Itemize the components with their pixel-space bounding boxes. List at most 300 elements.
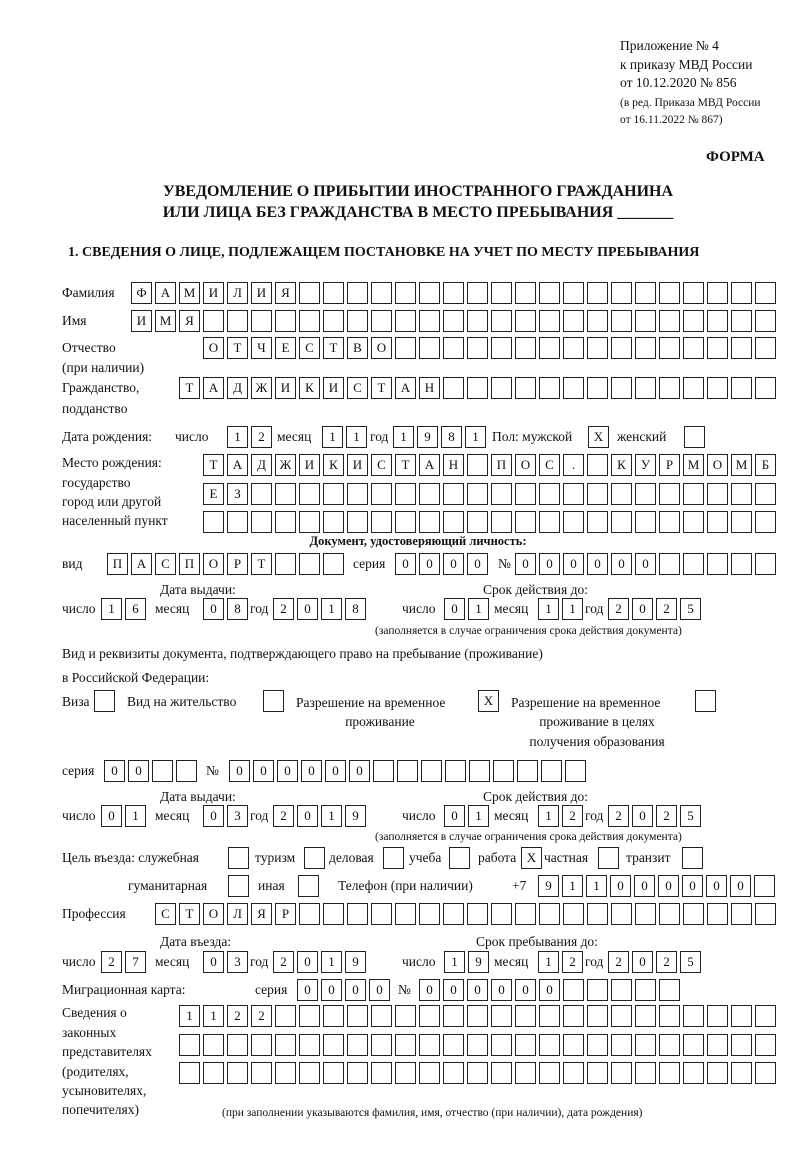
char-cell[interactable]: 0 [321, 979, 342, 1001]
char-cell[interactable] [659, 511, 680, 533]
char-cell[interactable]: 1 [346, 426, 367, 448]
char-cell[interactable]: 1 [393, 426, 414, 448]
char-cell[interactable] [659, 282, 680, 304]
char-cell[interactable] [587, 1005, 608, 1027]
checkbox-cell[interactable] [228, 847, 249, 869]
checkbox-cell[interactable] [598, 847, 619, 869]
char-cell[interactable] [611, 483, 632, 505]
char-cell[interactable] [371, 483, 392, 505]
char-cell[interactable]: 1 [322, 426, 343, 448]
char-cell[interactable] [347, 310, 368, 332]
char-cell[interactable] [563, 377, 584, 399]
char-cell[interactable] [467, 310, 488, 332]
char-cell[interactable] [563, 979, 584, 1001]
char-cell[interactable] [491, 282, 512, 304]
char-cell[interactable]: О [203, 337, 224, 359]
char-cell[interactable]: И [251, 282, 272, 304]
char-cell[interactable]: 0 [325, 760, 346, 782]
char-cell[interactable] [467, 282, 488, 304]
char-cell[interactable]: 0 [491, 979, 512, 1001]
char-cell[interactable] [515, 903, 536, 925]
char-cell[interactable] [611, 903, 632, 925]
char-cell[interactable] [541, 760, 562, 782]
char-cell[interactable] [347, 282, 368, 304]
char-cell[interactable] [707, 553, 728, 575]
char-cell[interactable]: В [347, 337, 368, 359]
char-cell[interactable] [491, 903, 512, 925]
char-cell[interactable] [755, 377, 776, 399]
char-cell[interactable]: 0 [101, 805, 122, 827]
char-cell[interactable]: 3 [227, 951, 248, 973]
char-cell[interactable] [707, 337, 728, 359]
char-cell[interactable]: 2 [273, 951, 294, 973]
char-cell[interactable] [731, 1034, 752, 1056]
char-cell[interactable] [587, 337, 608, 359]
char-cell[interactable]: 0 [297, 805, 318, 827]
char-cell[interactable]: 8 [227, 598, 248, 620]
char-cell[interactable] [539, 1062, 560, 1084]
char-cell[interactable] [203, 511, 224, 533]
char-cell[interactable] [491, 1062, 512, 1084]
char-cell[interactable] [515, 1034, 536, 1056]
char-cell[interactable] [707, 282, 728, 304]
char-cell[interactable] [539, 483, 560, 505]
char-cell[interactable] [635, 310, 656, 332]
checkbox-cell[interactable] [684, 426, 705, 448]
char-cell[interactable]: 0 [658, 875, 679, 897]
char-cell[interactable]: О [515, 454, 536, 476]
char-cell[interactable] [659, 337, 680, 359]
char-cell[interactable] [635, 282, 656, 304]
char-cell[interactable]: 0 [443, 979, 464, 1001]
char-cell[interactable] [275, 1034, 296, 1056]
char-cell[interactable]: Я [251, 903, 272, 925]
char-cell[interactable]: Н [443, 454, 464, 476]
char-cell[interactable]: 2 [562, 805, 583, 827]
char-cell[interactable]: Т [251, 553, 272, 575]
char-cell[interactable]: А [395, 377, 416, 399]
char-cell[interactable]: Д [227, 377, 248, 399]
char-cell[interactable] [635, 483, 656, 505]
char-cell[interactable] [299, 511, 320, 533]
char-cell[interactable]: Ф [131, 282, 152, 304]
char-cell[interactable]: С [155, 903, 176, 925]
char-cell[interactable]: А [155, 282, 176, 304]
char-cell[interactable] [515, 310, 536, 332]
char-cell[interactable] [419, 310, 440, 332]
char-cell[interactable] [731, 483, 752, 505]
checkbox-cell[interactable] [383, 847, 404, 869]
char-cell[interactable]: . [563, 454, 584, 476]
char-cell[interactable]: 1 [468, 598, 489, 620]
char-cell[interactable] [707, 511, 728, 533]
char-cell[interactable] [347, 903, 368, 925]
char-cell[interactable] [707, 483, 728, 505]
char-cell[interactable] [347, 1062, 368, 1084]
char-cell[interactable] [152, 760, 173, 782]
char-cell[interactable] [203, 1062, 224, 1084]
char-cell[interactable] [587, 310, 608, 332]
char-cell[interactable]: 0 [706, 875, 727, 897]
char-cell[interactable]: П [491, 454, 512, 476]
char-cell[interactable] [515, 337, 536, 359]
char-cell[interactable] [395, 282, 416, 304]
char-cell[interactable]: А [203, 377, 224, 399]
char-cell[interactable] [467, 377, 488, 399]
char-cell[interactable] [179, 1062, 200, 1084]
char-cell[interactable] [755, 553, 776, 575]
char-cell[interactable]: 0 [611, 553, 632, 575]
char-cell[interactable]: 9 [538, 875, 559, 897]
char-cell[interactable]: 2 [608, 951, 629, 973]
char-cell[interactable]: 0 [443, 553, 464, 575]
char-cell[interactable] [299, 1005, 320, 1027]
char-cell[interactable] [491, 1005, 512, 1027]
char-cell[interactable]: 0 [419, 553, 440, 575]
char-cell[interactable]: 9 [345, 805, 366, 827]
char-cell[interactable] [707, 1062, 728, 1084]
char-cell[interactable]: И [323, 377, 344, 399]
char-cell[interactable]: С [155, 553, 176, 575]
char-cell[interactable] [563, 903, 584, 925]
char-cell[interactable] [563, 282, 584, 304]
char-cell[interactable]: О [707, 454, 728, 476]
char-cell[interactable]: 2 [562, 951, 583, 973]
char-cell[interactable] [611, 377, 632, 399]
char-cell[interactable]: С [539, 454, 560, 476]
char-cell[interactable]: О [203, 903, 224, 925]
char-cell[interactable]: 2 [251, 426, 272, 448]
char-cell[interactable]: 1 [203, 1005, 224, 1027]
char-cell[interactable] [587, 1062, 608, 1084]
char-cell[interactable]: 0 [369, 979, 390, 1001]
char-cell[interactable]: К [323, 454, 344, 476]
char-cell[interactable] [731, 377, 752, 399]
char-cell[interactable]: Т [179, 903, 200, 925]
char-cell[interactable]: 1 [444, 951, 465, 973]
char-cell[interactable]: 8 [441, 426, 462, 448]
char-cell[interactable] [275, 511, 296, 533]
char-cell[interactable]: 2 [251, 1005, 272, 1027]
char-cell[interactable]: 0 [682, 875, 703, 897]
char-cell[interactable] [563, 310, 584, 332]
char-cell[interactable] [251, 511, 272, 533]
char-cell[interactable]: Д [251, 454, 272, 476]
char-cell[interactable] [707, 1005, 728, 1027]
char-cell[interactable]: С [347, 377, 368, 399]
char-cell[interactable] [587, 483, 608, 505]
char-cell[interactable] [203, 1034, 224, 1056]
char-cell[interactable] [227, 511, 248, 533]
char-cell[interactable] [491, 1034, 512, 1056]
char-cell[interactable] [227, 1062, 248, 1084]
char-cell[interactable]: 2 [101, 951, 122, 973]
char-cell[interactable] [563, 1062, 584, 1084]
char-cell[interactable] [611, 282, 632, 304]
char-cell[interactable] [419, 1034, 440, 1056]
char-cell[interactable]: 0 [467, 979, 488, 1001]
checkbox-cell[interactable]: X [521, 847, 542, 869]
char-cell[interactable]: Б [755, 454, 776, 476]
char-cell[interactable]: 0 [297, 951, 318, 973]
char-cell[interactable] [683, 511, 704, 533]
char-cell[interactable] [755, 1034, 776, 1056]
char-cell[interactable]: 0 [515, 979, 536, 1001]
char-cell[interactable] [611, 310, 632, 332]
char-cell[interactable]: Ж [275, 454, 296, 476]
char-cell[interactable] [467, 903, 488, 925]
char-cell[interactable] [635, 511, 656, 533]
char-cell[interactable] [539, 337, 560, 359]
char-cell[interactable] [755, 1062, 776, 1084]
char-cell[interactable] [275, 1005, 296, 1027]
char-cell[interactable] [491, 310, 512, 332]
char-cell[interactable] [323, 511, 344, 533]
char-cell[interactable] [565, 760, 586, 782]
char-cell[interactable] [371, 1005, 392, 1027]
char-cell[interactable]: 1 [101, 598, 122, 620]
char-cell[interactable] [395, 1005, 416, 1027]
char-cell[interactable] [323, 1034, 344, 1056]
char-cell[interactable] [347, 483, 368, 505]
char-cell[interactable]: И [131, 310, 152, 332]
char-cell[interactable] [443, 1062, 464, 1084]
char-cell[interactable] [443, 1034, 464, 1056]
char-cell[interactable] [299, 903, 320, 925]
char-cell[interactable] [467, 1062, 488, 1084]
char-cell[interactable]: Л [227, 282, 248, 304]
char-cell[interactable] [467, 483, 488, 505]
char-cell[interactable] [515, 511, 536, 533]
char-cell[interactable] [371, 1034, 392, 1056]
char-cell[interactable] [659, 310, 680, 332]
char-cell[interactable] [587, 903, 608, 925]
char-cell[interactable] [203, 310, 224, 332]
char-cell[interactable]: О [203, 553, 224, 575]
char-cell[interactable] [395, 1062, 416, 1084]
char-cell[interactable] [371, 511, 392, 533]
char-cell[interactable]: А [419, 454, 440, 476]
char-cell[interactable] [443, 377, 464, 399]
char-cell[interactable]: 1 [586, 875, 607, 897]
char-cell[interactable] [443, 337, 464, 359]
char-cell[interactable]: 0 [730, 875, 751, 897]
char-cell[interactable] [347, 1005, 368, 1027]
char-cell[interactable]: С [371, 454, 392, 476]
char-cell[interactable] [635, 377, 656, 399]
char-cell[interactable]: М [179, 282, 200, 304]
char-cell[interactable] [683, 1034, 704, 1056]
char-cell[interactable] [227, 1034, 248, 1056]
char-cell[interactable] [419, 1005, 440, 1027]
char-cell[interactable] [539, 1005, 560, 1027]
char-cell[interactable]: 1 [538, 598, 559, 620]
char-cell[interactable]: Н [419, 377, 440, 399]
char-cell[interactable]: 1 [227, 426, 248, 448]
char-cell[interactable]: Т [395, 454, 416, 476]
char-cell[interactable] [635, 1005, 656, 1027]
char-cell[interactable] [251, 1062, 272, 1084]
char-cell[interactable] [467, 1005, 488, 1027]
char-cell[interactable] [587, 1034, 608, 1056]
char-cell[interactable]: Е [203, 483, 224, 505]
checkbox-cell[interactable]: X [478, 690, 499, 712]
char-cell[interactable]: П [179, 553, 200, 575]
char-cell[interactable]: 2 [227, 1005, 248, 1027]
char-cell[interactable]: Я [275, 282, 296, 304]
char-cell[interactable]: 0 [345, 979, 366, 1001]
char-cell[interactable]: 0 [395, 553, 416, 575]
char-cell[interactable] [539, 903, 560, 925]
char-cell[interactable] [731, 310, 752, 332]
char-cell[interactable]: 1 [562, 875, 583, 897]
char-cell[interactable] [275, 553, 296, 575]
char-cell[interactable] [635, 1034, 656, 1056]
char-cell[interactable] [467, 454, 488, 476]
char-cell[interactable] [347, 1034, 368, 1056]
char-cell[interactable] [515, 483, 536, 505]
char-cell[interactable]: 0 [203, 805, 224, 827]
char-cell[interactable]: 0 [277, 760, 298, 782]
char-cell[interactable] [539, 310, 560, 332]
char-cell[interactable]: 1 [321, 951, 342, 973]
char-cell[interactable] [563, 337, 584, 359]
char-cell[interactable] [755, 337, 776, 359]
char-cell[interactable] [659, 483, 680, 505]
char-cell[interactable] [635, 337, 656, 359]
char-cell[interactable]: Я [179, 310, 200, 332]
char-cell[interactable] [491, 377, 512, 399]
char-cell[interactable] [395, 337, 416, 359]
char-cell[interactable] [515, 377, 536, 399]
char-cell[interactable] [443, 511, 464, 533]
char-cell[interactable]: Ж [251, 377, 272, 399]
char-cell[interactable]: 0 [635, 553, 656, 575]
checkbox-cell[interactable] [682, 847, 703, 869]
char-cell[interactable]: 0 [539, 553, 560, 575]
char-cell[interactable] [563, 1005, 584, 1027]
char-cell[interactable] [299, 553, 320, 575]
char-cell[interactable]: А [131, 553, 152, 575]
char-cell[interactable]: К [299, 377, 320, 399]
char-cell[interactable] [683, 1005, 704, 1027]
char-cell[interactable] [371, 903, 392, 925]
char-cell[interactable] [227, 310, 248, 332]
char-cell[interactable] [683, 282, 704, 304]
char-cell[interactable] [659, 1062, 680, 1084]
char-cell[interactable] [323, 483, 344, 505]
char-cell[interactable] [731, 1005, 752, 1027]
char-cell[interactable]: Т [203, 454, 224, 476]
char-cell[interactable]: П [107, 553, 128, 575]
checkbox-cell[interactable] [228, 875, 249, 897]
char-cell[interactable]: 1 [538, 951, 559, 973]
char-cell[interactable]: М [731, 454, 752, 476]
char-cell[interactable]: 0 [229, 760, 250, 782]
char-cell[interactable] [419, 282, 440, 304]
char-cell[interactable] [445, 760, 466, 782]
char-cell[interactable] [397, 760, 418, 782]
char-cell[interactable]: 5 [680, 805, 701, 827]
char-cell[interactable] [443, 483, 464, 505]
char-cell[interactable] [515, 1062, 536, 1084]
char-cell[interactable] [707, 310, 728, 332]
char-cell[interactable] [707, 903, 728, 925]
char-cell[interactable]: 0 [297, 979, 318, 1001]
char-cell[interactable] [275, 1062, 296, 1084]
char-cell[interactable] [467, 337, 488, 359]
char-cell[interactable] [493, 760, 514, 782]
char-cell[interactable]: 0 [634, 875, 655, 897]
char-cell[interactable] [275, 483, 296, 505]
char-cell[interactable]: 0 [467, 553, 488, 575]
char-cell[interactable]: У [635, 454, 656, 476]
char-cell[interactable]: 0 [253, 760, 274, 782]
char-cell[interactable]: 2 [656, 598, 677, 620]
char-cell[interactable] [469, 760, 490, 782]
char-cell[interactable] [323, 282, 344, 304]
char-cell[interactable]: 1 [321, 598, 342, 620]
char-cell[interactable] [467, 1034, 488, 1056]
char-cell[interactable]: 0 [349, 760, 370, 782]
char-cell[interactable] [539, 282, 560, 304]
char-cell[interactable]: Т [227, 337, 248, 359]
char-cell[interactable]: 0 [419, 979, 440, 1001]
char-cell[interactable] [659, 903, 680, 925]
char-cell[interactable] [587, 454, 608, 476]
char-cell[interactable] [611, 1005, 632, 1027]
char-cell[interactable] [299, 1034, 320, 1056]
char-cell[interactable] [419, 483, 440, 505]
char-cell[interactable] [251, 483, 272, 505]
char-cell[interactable]: 0 [632, 598, 653, 620]
checkbox-cell[interactable]: X [588, 426, 609, 448]
char-cell[interactable] [467, 511, 488, 533]
char-cell[interactable]: И [347, 454, 368, 476]
char-cell[interactable]: Р [227, 553, 248, 575]
char-cell[interactable] [563, 511, 584, 533]
char-cell[interactable] [683, 903, 704, 925]
char-cell[interactable] [755, 511, 776, 533]
char-cell[interactable]: И [299, 454, 320, 476]
char-cell[interactable]: 0 [563, 553, 584, 575]
char-cell[interactable] [659, 979, 680, 1001]
char-cell[interactable]: О [371, 337, 392, 359]
char-cell[interactable]: 1 [538, 805, 559, 827]
char-cell[interactable] [659, 1034, 680, 1056]
char-cell[interactable] [395, 310, 416, 332]
char-cell[interactable]: 0 [444, 598, 465, 620]
char-cell[interactable]: 0 [632, 951, 653, 973]
char-cell[interactable] [731, 337, 752, 359]
char-cell[interactable]: 9 [468, 951, 489, 973]
char-cell[interactable]: Т [323, 337, 344, 359]
char-cell[interactable] [659, 1005, 680, 1027]
char-cell[interactable]: И [203, 282, 224, 304]
char-cell[interactable] [683, 1062, 704, 1084]
char-cell[interactable] [611, 979, 632, 1001]
char-cell[interactable]: К [611, 454, 632, 476]
char-cell[interactable] [251, 1034, 272, 1056]
char-cell[interactable] [421, 760, 442, 782]
char-cell[interactable] [443, 903, 464, 925]
char-cell[interactable] [635, 979, 656, 1001]
char-cell[interactable]: 0 [632, 805, 653, 827]
char-cell[interactable] [395, 903, 416, 925]
char-cell[interactable]: Л [227, 903, 248, 925]
char-cell[interactable] [587, 511, 608, 533]
char-cell[interactable] [299, 310, 320, 332]
